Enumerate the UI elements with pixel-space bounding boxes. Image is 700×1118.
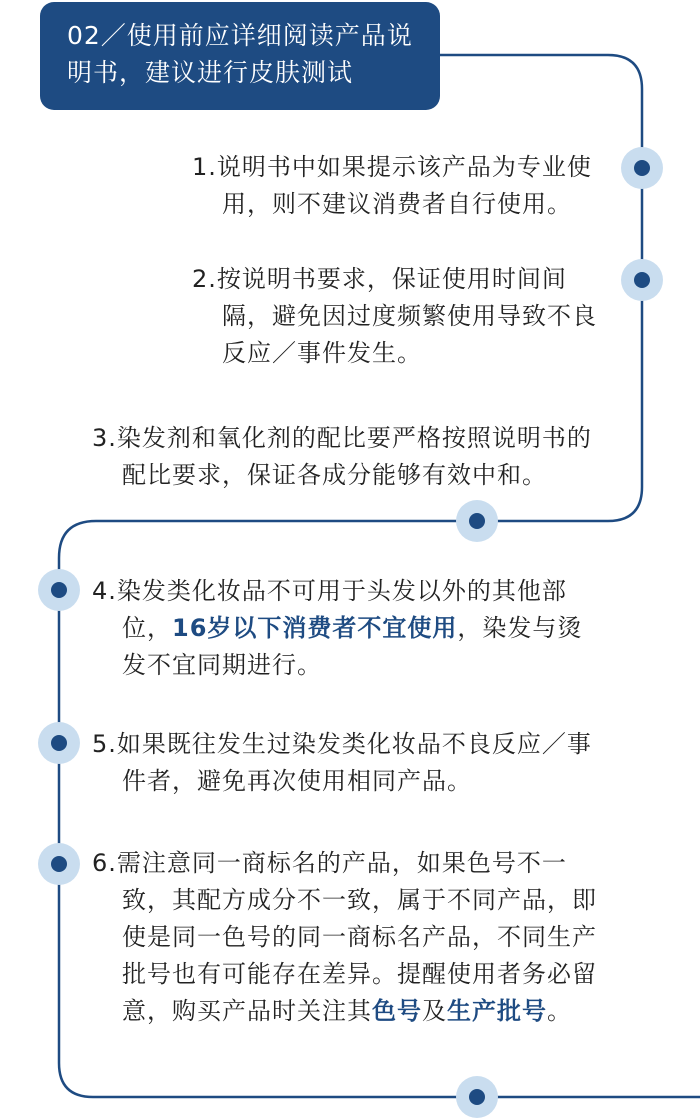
list-item-line: 使是同一色号的同一商标名产品，不同生产 [122,923,597,951]
section-title-box [40,2,440,110]
section-title-line-1: 02／使用前应详细阅读产品说 [67,21,413,50]
list-item-text: ，染发与烫 [457,614,583,642]
highlight-color-number: 色号 [372,997,422,1025]
highlight-batch-number: 生产批号 [447,997,547,1025]
timeline-dot-4 [38,569,80,611]
list-item-line: 用，则不建议消费者自行使用。 [222,190,572,218]
timeline-dot-middle [456,500,498,542]
list-item-line: 发不宜同期进行。 [122,651,322,679]
list-item-6 [92,845,597,1030]
list-item-line: 配比要求，保证各成分能够有效中和。 [122,461,547,489]
timeline-dot-5 [38,722,80,764]
list-item-2 [192,261,597,372]
list-item-text: 。 [547,997,572,1025]
list-item-4 [92,573,582,684]
list-item-line: 5.如果既往发生过染发类化妆品不良反应／事 [92,730,592,758]
list-item-3 [92,420,592,494]
list-item-line: 件者，避免再次使用相同产品。 [122,767,472,795]
list-item-line: 3.染发剂和氧化剂的配比要严格按照说明书的 [92,424,592,452]
list-item-text: 位， [122,614,172,642]
list-item-line: 6.需注意同一商标名的产品，如果色号不一 [92,849,567,877]
timeline-dot-bottom [456,1076,498,1118]
timeline-dot-1 [621,147,663,189]
list-item-line [92,993,597,1030]
list-item-line: 2.按说明书要求，保证使用时间间 [192,265,567,293]
list-item-text: 及 [422,997,447,1025]
list-item-line: 隔，避免因过度频繁使用导致不良 [222,302,597,330]
timeline-dot-2 [621,259,663,301]
list-item-line: 致，其配方成分不一致，属于不同产品，即 [122,886,597,914]
timeline-dot-6 [38,843,80,885]
list-item-line: 4.染发类化妆品不可用于头发以外的其他部 [92,577,567,605]
list-item-5 [92,726,592,800]
list-item-text: 意，购买产品时关注其 [122,997,372,1025]
list-item-line: 1.说明书中如果提示该产品为专业使 [192,153,592,181]
list-item-line: 反应／事件发生。 [222,339,422,367]
list-item-line: 批号也有可能存在差异。提醒使用者务必留 [122,960,597,988]
section-title-line-2: 明书，建议进行皮肤测试 [67,58,354,87]
highlight-age-warning: 16岁以下消费者不宜使用 [172,614,458,642]
list-item-line [92,610,582,647]
list-item-1 [192,149,592,223]
